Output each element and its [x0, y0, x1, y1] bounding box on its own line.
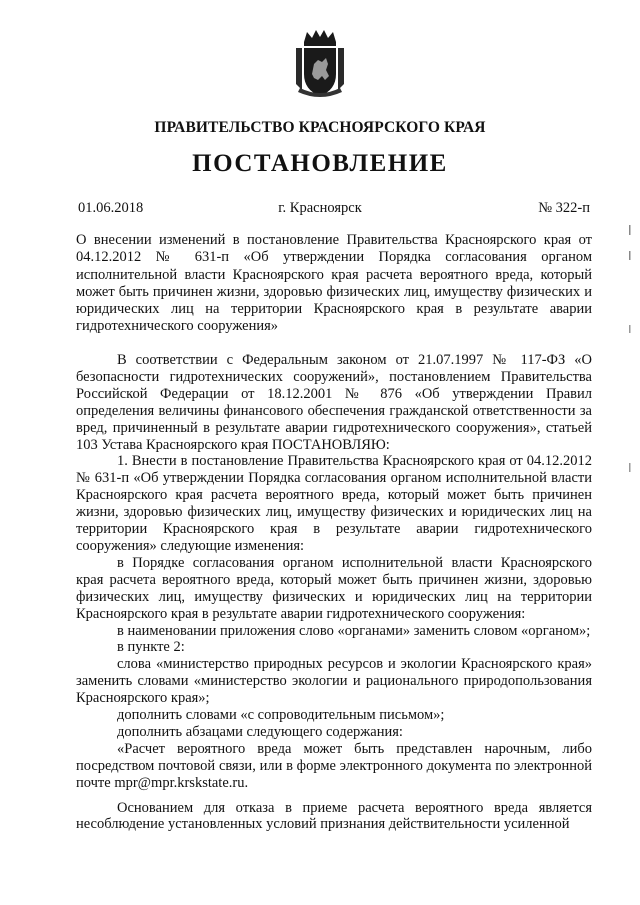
body-paragraph: В соответствии с Федеральным законом от 21.07.1997 № 117-ФЗ «О безопасности гидротехнических сооружений», постановлением Правительства Российской Федерации от 18.12.2001 № 876 «Об утверждении Правил определения величины финансового обеспечения гражданской ответственности за вред, причиненный в результате аварии гидротехнического сооружения», статьей 103 Устава Красноярского края ПОСТАНОВЛЯЮ: — [76, 352, 592, 453]
scan-artifact-marks — [627, 225, 633, 475]
body-paragraph: слова «министерство природных ресурсов и экологии Красноярского края» заменить словами «министерство экологии и рационального природопользования Красноярского края»; — [76, 656, 592, 707]
body-paragraph: дополнить абзацами следующего содержания: — [117, 723, 403, 740]
document-body — [76, 352, 592, 833]
body-paragraph: в пункте 2: — [117, 639, 185, 656]
body-paragraph: в Порядке согласования органом исполнительной власти Красноярского края расчета вероятного вреда, который может быть причинен жизни, здоровью физических лиц, имуществу физических и юридических лиц на территории Красноярского края в результате аварии гидротехнического сооружения: — [76, 554, 592, 622]
document-date: 01.06.2018 — [78, 200, 144, 216]
body-paragraph: 1. Внести в постановление Правительства Красноярского края от 04.12.2012 № 631-п «Об утверждении Порядка согласования органом исполнительной власти Красноярского края расчета вероятного вреда, который может быть причинен жизни, здоровью физических лиц, имуществу физических и юридических лиц на территории Красноярского края в результате аварии гидротехнического сооружения» следующие изменения: — [76, 453, 592, 554]
krasnoyarsk-coat-of-arms-icon — [292, 28, 348, 100]
body-paragraph: в наименовании приложения слово «органами» заменить словом «органом»; — [117, 622, 591, 639]
government-name: ПРАВИТЕЛЬСТВО КРАСНОЯРСКОГО КРАЯ — [154, 119, 486, 136]
body-paragraph: «Расчет вероятного вреда может быть представлен нарочным, либо посредством почтовой связи, или в форме электронного документа по электронной почте mpr@mpr.krskstate.ru. — [76, 740, 592, 791]
document-city: г. Красноярск — [278, 200, 362, 216]
body-paragraph: Основанием для отказа в приеме расчета вероятного вреда является несоблюдение установленных условий признания действительности усиленной — [76, 799, 592, 833]
document-subject: О внесении изменений в постановление Правительства Красноярского края от 04.12.2012 № 631-п «Об утверждении Порядка согласования органом исполнительной власти Красноярского края расчета вероятного вреда, который может быть причинен жизни, здоровью физических лиц, имуществу физических и юридических лиц на территории Красноярского края в результате аварии гидротехнического сооружения» — [76, 232, 592, 335]
document-type-title: ПОСТАНОВЛЕНИЕ — [192, 150, 448, 177]
document-number: № 322-п — [538, 200, 590, 216]
body-paragraph: дополнить словами «с сопроводительным письмом»; — [117, 707, 445, 724]
